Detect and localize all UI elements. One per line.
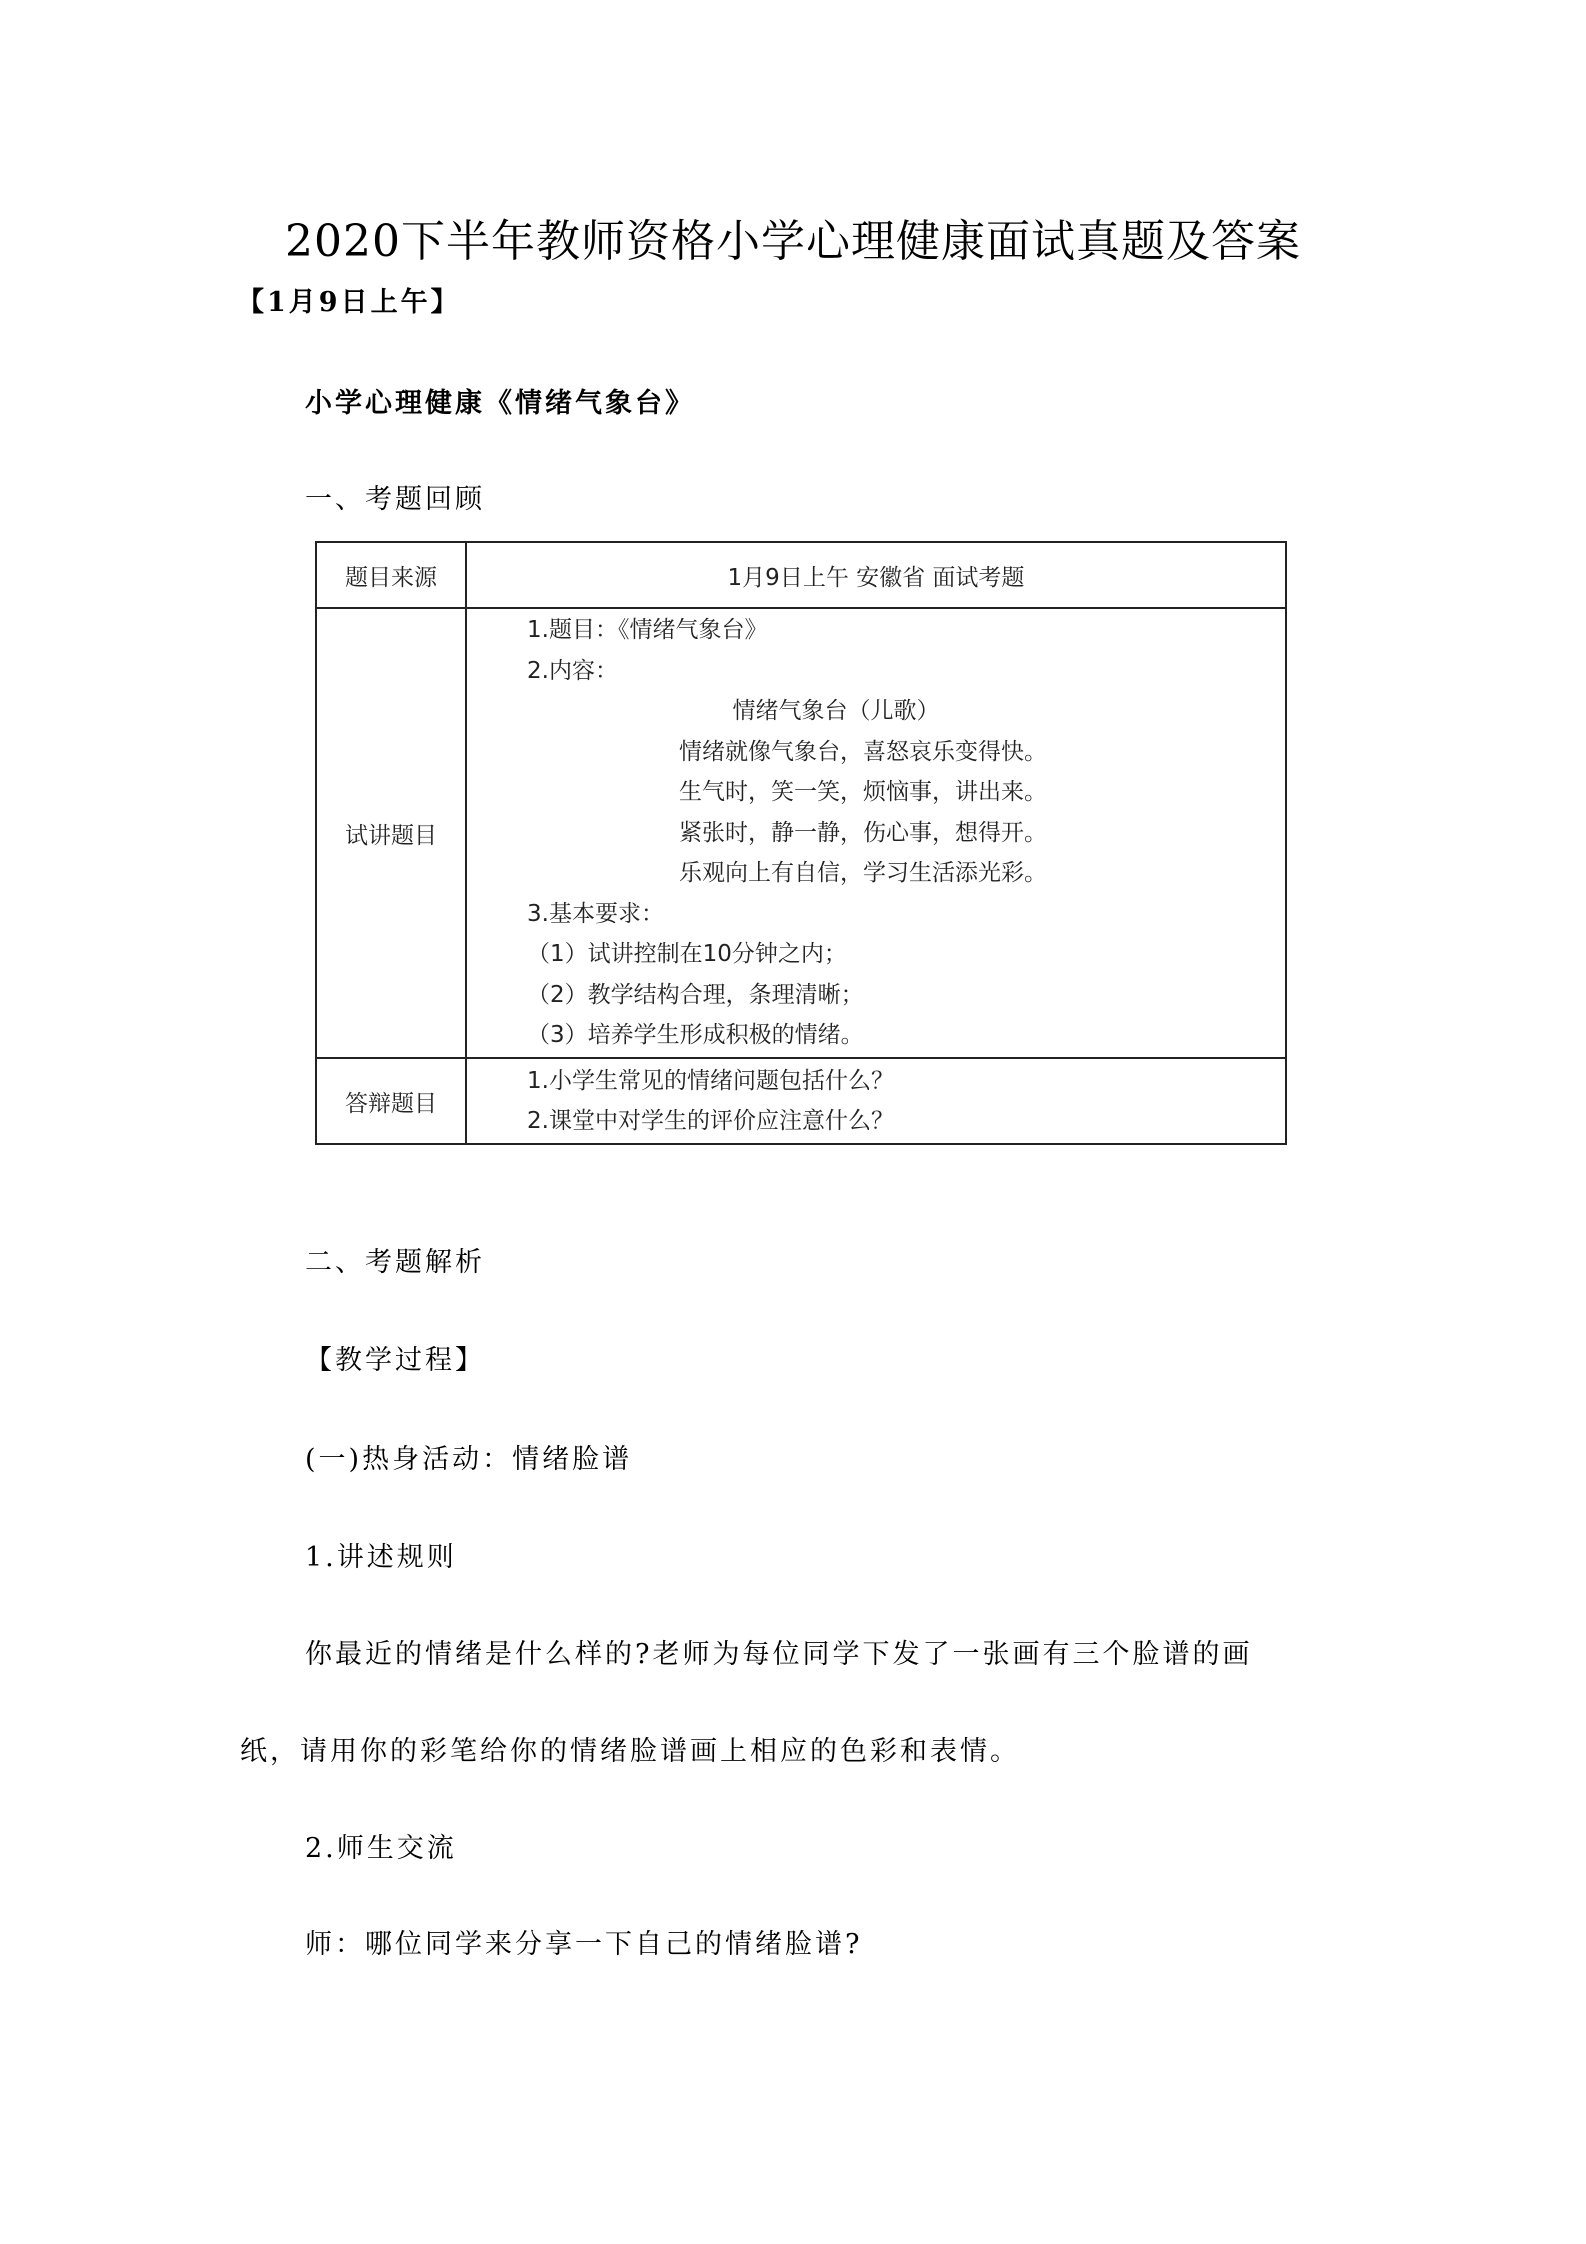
requirement-item: （2）教学结构合理，条理清晰； xyxy=(527,981,864,1008)
poem-line: 生气时，笑一笑，烦恼事，讲出来。 xyxy=(679,779,1047,806)
process-title: 【教学过程】 xyxy=(305,1345,485,1376)
defense-question: 2.课堂中对学生的评价应注意什么？ xyxy=(527,1108,894,1134)
subject-heading: 小学心理健康《情绪气象台》 xyxy=(305,388,695,419)
requirement-item: （3）培养学生形成积极的情绪。 xyxy=(527,1022,864,1049)
content-label: 2.内容： xyxy=(527,657,618,684)
lecture-topic: 1.题目：《情绪气象台》 xyxy=(527,617,768,644)
table-row-source xyxy=(316,542,1286,608)
exam-table xyxy=(315,541,1287,1145)
paragraph-line: 你最近的情绪是什么样的?老师为每位同学下发了一张画有三个脸谱的画 xyxy=(305,1639,1253,1670)
date-tag: 【1月9日上午】 xyxy=(237,287,461,318)
step1-heading: 1.讲述规则 xyxy=(305,1542,457,1573)
step2-heading: 2.师生交流 xyxy=(305,1833,457,1864)
defense-content xyxy=(466,1058,1286,1144)
source-value: 1月9日上午 安徽省 面试考题 xyxy=(466,542,1286,608)
lecture-content xyxy=(466,608,1286,1058)
requirements-label: 3.基本要求： xyxy=(527,900,664,927)
lecture-label: 试讲题目 xyxy=(316,608,466,1058)
poem-line: 乐观向上有自信，学习生活添光彩。 xyxy=(679,860,1047,887)
document-title: 2020下半年教师资格小学心理健康面试真题及答案 xyxy=(285,216,1301,267)
paragraph-line: 纸，请用你的彩笔给你的情绪脸谱画上相应的色彩和表情。 xyxy=(240,1736,1020,1767)
table-row-defense xyxy=(316,1058,1286,1144)
table-row-lecture xyxy=(316,608,1286,1058)
poem-title: 情绪气象台（儿歌） xyxy=(732,698,940,725)
requirement-item: （1）试讲控制在10分钟之内； xyxy=(527,941,847,968)
teacher-question: 师：哪位同学来分享一下自己的情绪脸谱? xyxy=(305,1929,863,1960)
defense-question: 1.小学生常见的情绪问题包括什么？ xyxy=(527,1068,894,1094)
source-label: 题目来源 xyxy=(316,542,466,608)
poem-line: 情绪就像气象台，喜怒哀乐变得快。 xyxy=(679,738,1047,765)
warmup-heading: (一)热身活动：情绪脸谱 xyxy=(305,1444,633,1475)
poem-line: 紧张时，静一静，伤心事，想得开。 xyxy=(679,819,1047,846)
section-analysis-heading: 二、考题解析 xyxy=(305,1247,485,1278)
defense-label: 答辩题目 xyxy=(316,1058,466,1144)
section-review-heading: 一、考题回顾 xyxy=(305,484,485,515)
